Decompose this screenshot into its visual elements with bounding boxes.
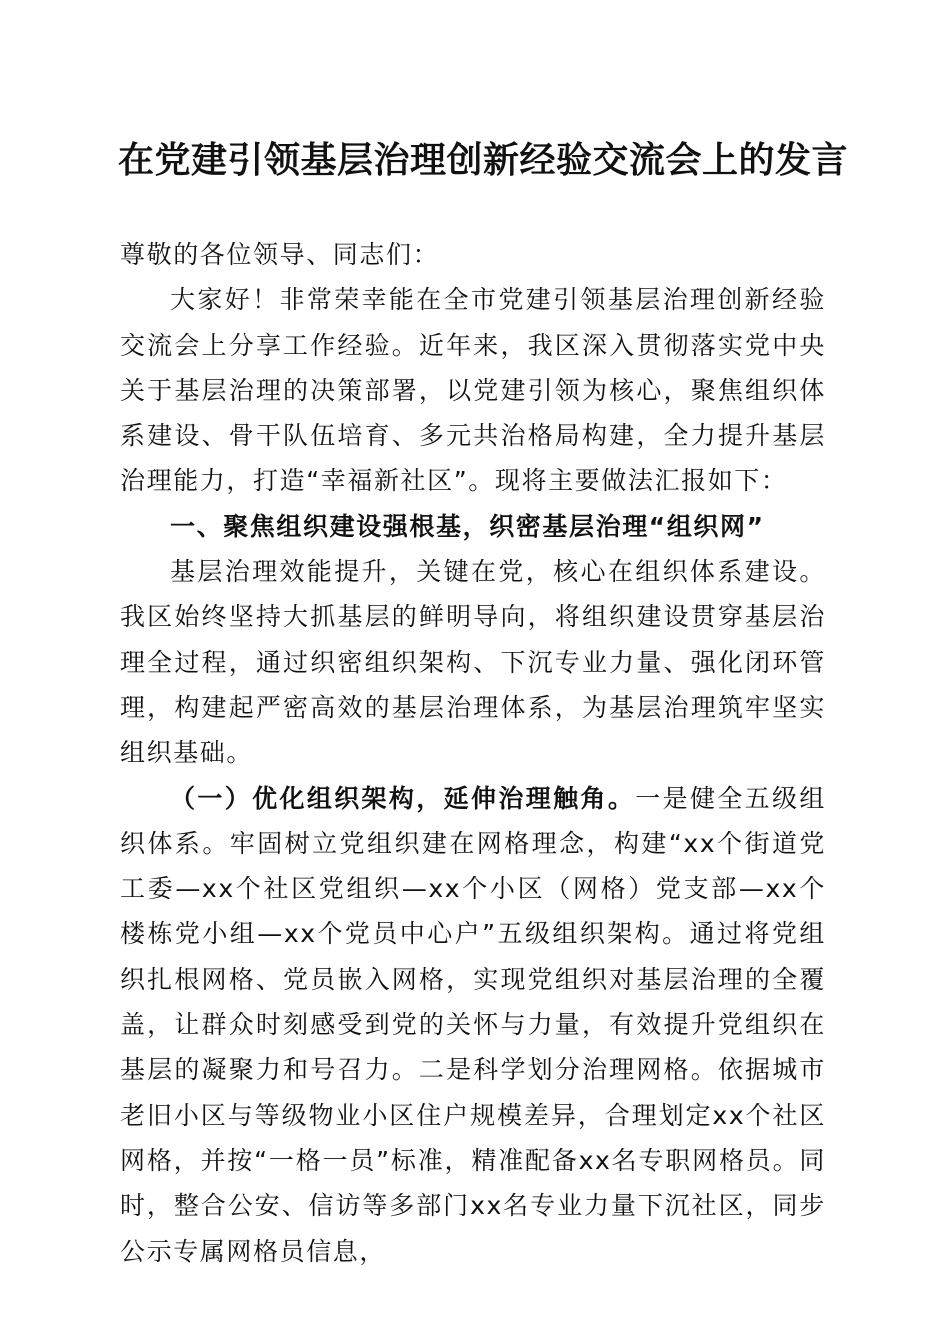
subsection-1-paragraph (120, 776, 826, 1274)
subsection-1-body: 一是健全五级组织体系。牢固树立党组织建在网格理念，构建“xx个街道党工委—xx个社区党组织—xx个小区（网格）党支部—xx个楼栋党小组—xx个党员中心户”五级组织架构。通过将党组织扎根网格、党员嵌入网格，实现党组织对基层治理的全覆盖，让群众时刻感受到党的关怀与力量，有效提升党组织在基层的凝聚力和号召力。二是科学划分治理网格。依据城市老旧小区与等级物业小区住户规模差异，合理划定xx个社区网格，并按“一格一员”标准，精准配备xx名专职网格员。同时，整合公安、信访等多部门xx名专业力量下沉社区，同步公示专属网格员信息， (120, 783, 827, 1266)
intro-paragraph: 大家好！非常荣幸能在全市党建引领基层治理创新经验交流会上分享工作经验。近年来，我区深入贯彻落实党中央关于基层治理的决策部署，以党建引领为核心，聚焦组织体系建设、骨干队伍培育、多元共治格局构建，全力提升基层治理能力，打造“幸福新社区”。现将主要做法汇报如下： (120, 285, 826, 496)
section-1-paragraph: 基层治理效能提升，关键在党，核心在组织体系建设。我区始终坚持大抓基层的鲜明导向，将组织建设贯穿基层治理全过程，通过织密组织架构、下沉专业力量、强化闭环管理，构建起严密高效的基层治理体系，为基层治理筑牢坚实组织基础。 (120, 557, 826, 768)
salutation: 尊敬的各位领导、同志们： (120, 240, 440, 269)
subsection-1-lead: （一）优化组织架构，延伸治理触角。 (170, 783, 636, 813)
document-body (120, 232, 826, 1274)
section-heading-1: 一、聚焦组织建设强根基，织密基层治理“组织网” (170, 511, 765, 541)
document-title: 在党建引领基层治理创新经验交流会上的发言 (118, 139, 849, 181)
